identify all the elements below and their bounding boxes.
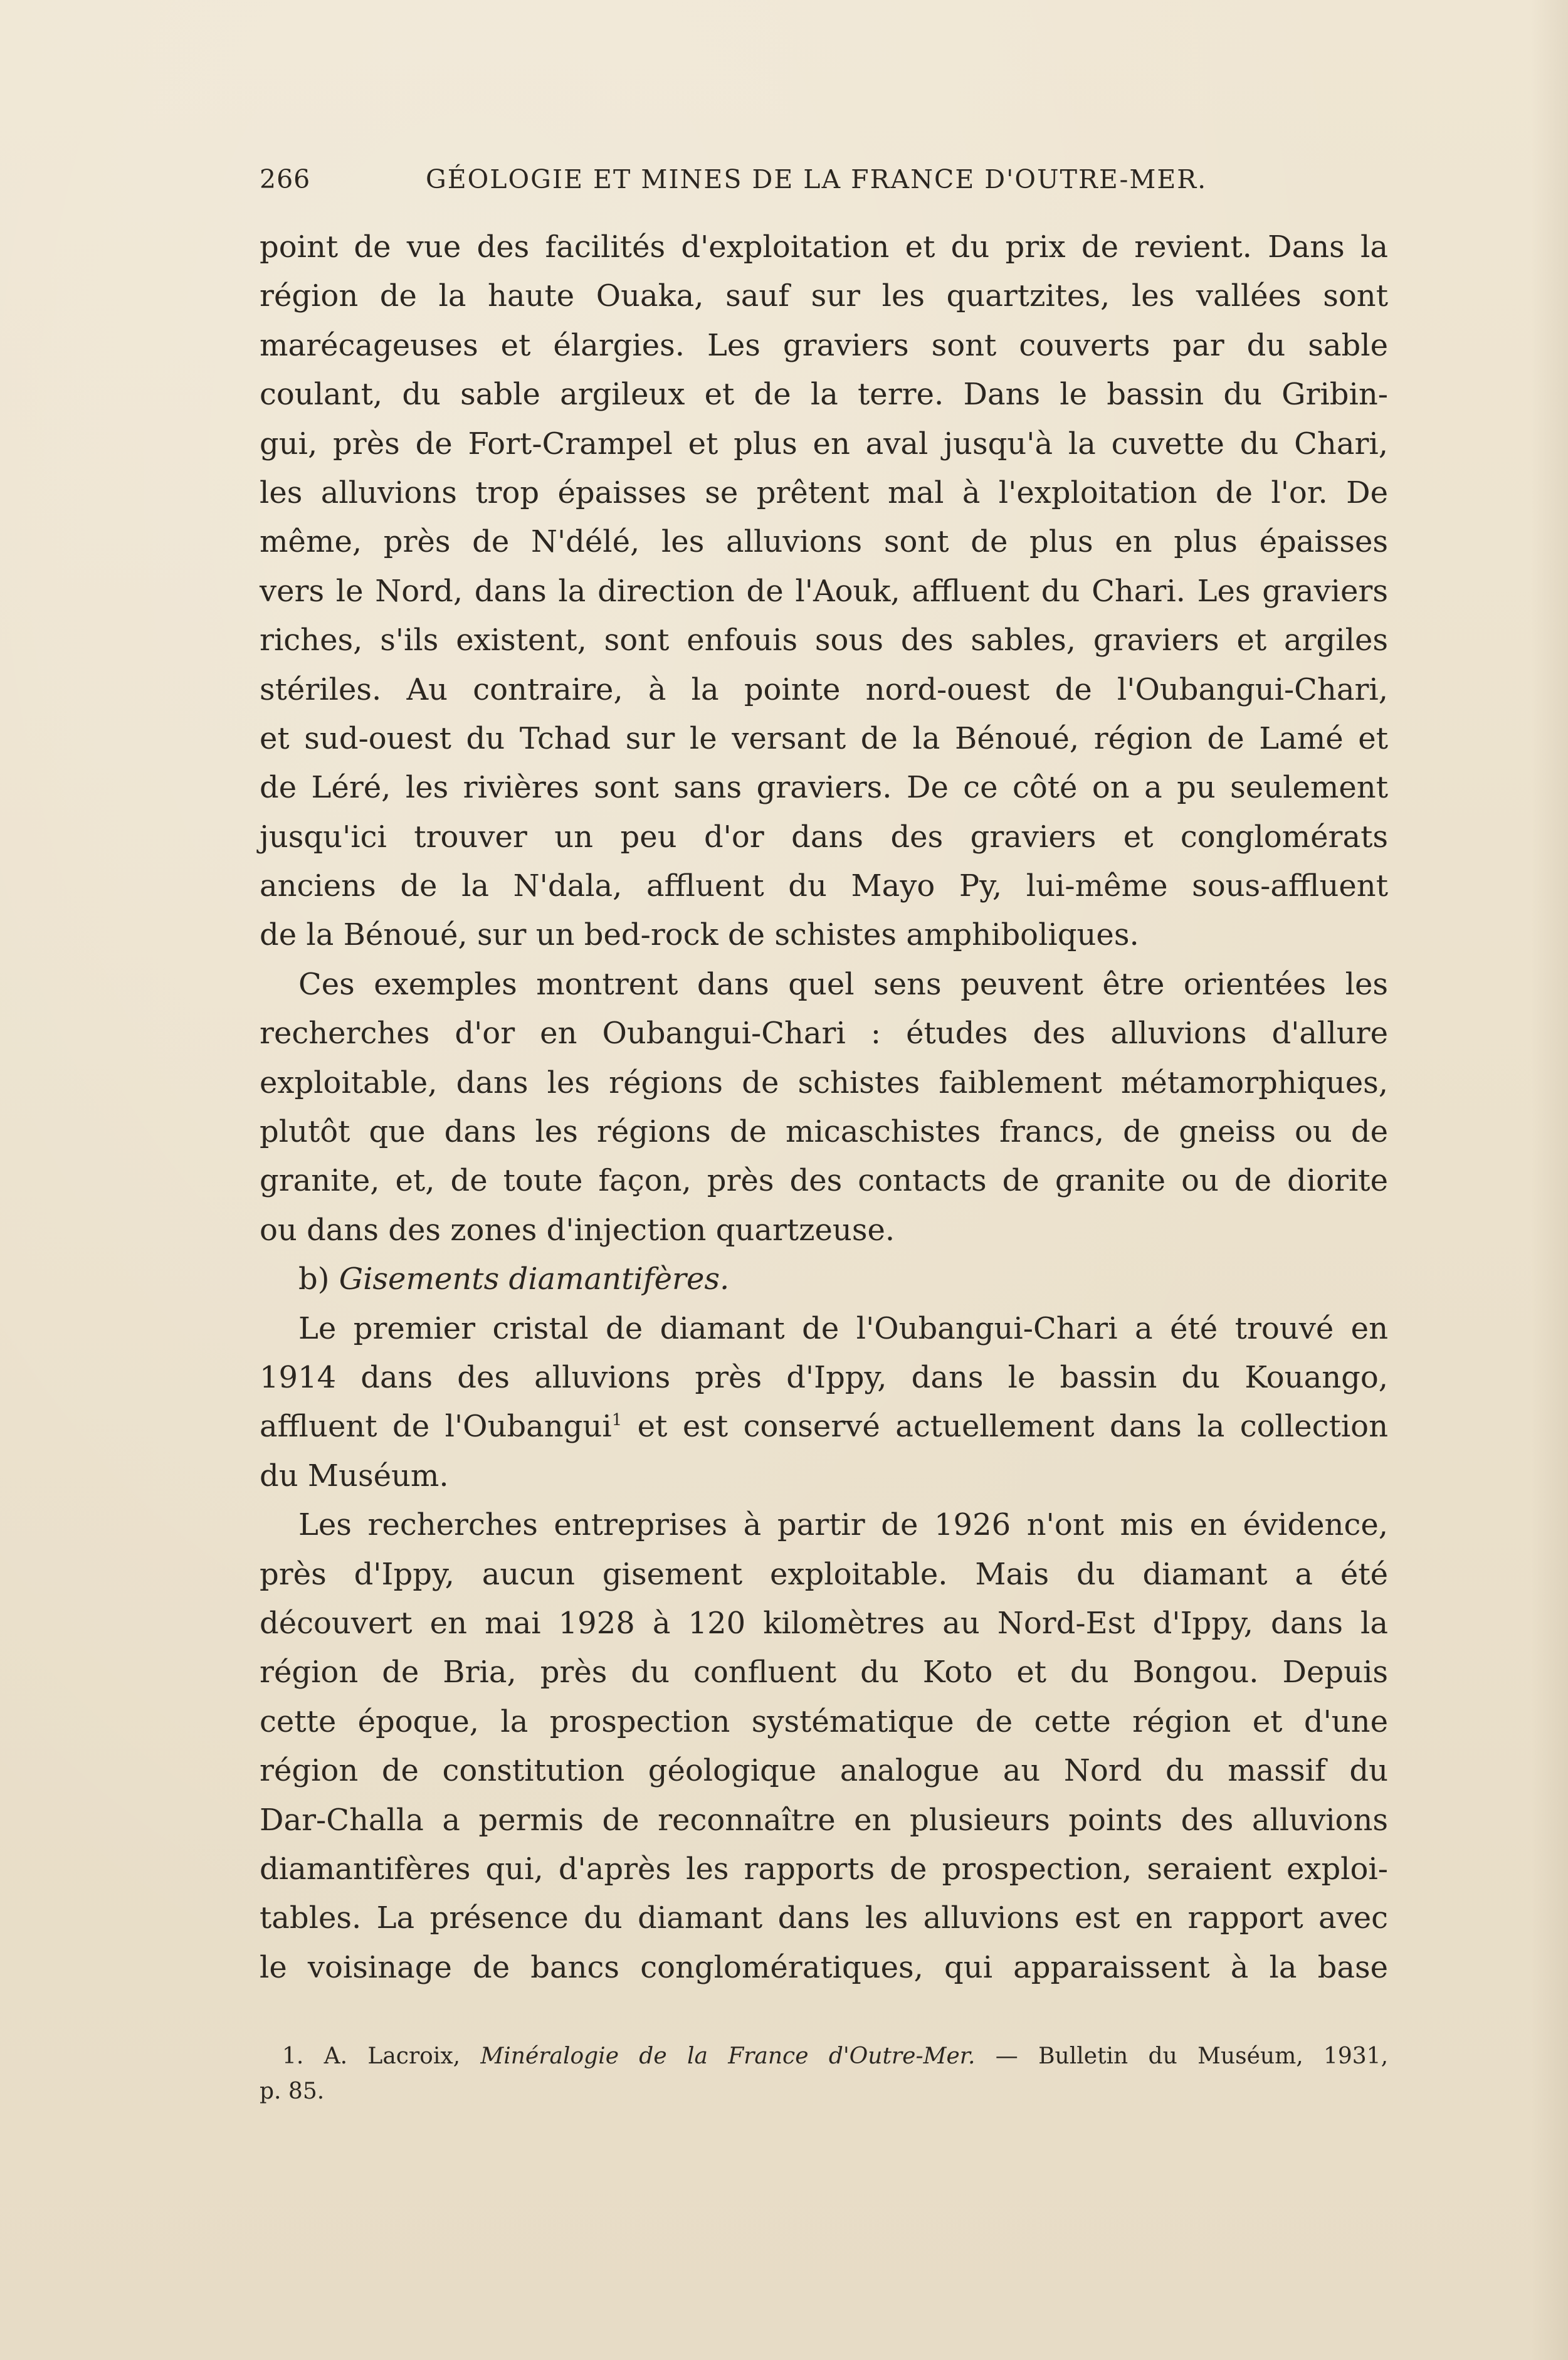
page-header [260,164,1238,202]
text-line: les alluvions trop épaisses se prêtent mal à l'exploitation de l'or. De [260,475,1388,510]
text-line: région de la haute Ouaka, sauf sur les quartzites, les vallées sont [260,278,1388,314]
footnote-title: Minéralogie de la France d'Outre-Mer. [480,2043,976,2069]
text-line: coulant, du sable argileux et de la terre. Dans le bassin du Gribin- [260,377,1388,413]
footnote-ref: 1 [611,1411,623,1430]
text-line: jusqu'ici trouver un peu d'or dans des graviers et conglomérats [260,819,1388,855]
text-line: marécageuses et élargies. Les graviers sont couverts par du sable [260,327,1388,363]
footnote-pages: p. 85. [260,2078,325,2104]
footnote-source: — Bulletin du Muséum, 1931, [995,2043,1389,2069]
text-line: point de vue des facilités d'exploitation et du prix de revient. Dans la [260,229,1388,265]
text-line: ou dans des zones d'injection quartzeuse. [260,1212,895,1248]
text-line: 1914 dans des alluvions près d'Ippy, dans le bassin du Kouango, [260,1359,1388,1395]
text-line: granite, et, de toute façon, près des contacts de granite ou de diorite [260,1163,1388,1199]
text-line: région de constitution géologique analogue au Nord du massif du [260,1753,1388,1789]
text-segment: et est conservé actuellement dans la collection [622,1409,1388,1445]
text-line: plutôt que dans les régions de micaschistes francs, de gneiss ou de [260,1114,1388,1150]
body-text [260,223,1388,1992]
text-segment: affluent de l'Oubangui [260,1409,612,1445]
text-line: Le premier cristal de diamant de l'Oubangui-Chari a été trouvé en [298,1310,1388,1346]
page-number: 266 [260,164,311,194]
section-title: Gisements diamantifères. [339,1262,730,1297]
text-line: près d'Ippy, aucun gisement exploitable. Mais du diamant a été [260,1556,1388,1592]
page-edge-shadow [1530,0,1568,2360]
text-line: Dar-Challa a permis de reconnaître en plusieurs points des alluvions [260,1802,1388,1838]
text-line [260,1402,1388,1451]
text-line: vers le Nord, dans la direction de l'Aouk, affluent du Chari. Les graviers [260,573,1388,609]
text-line: même, près de N'délé, les alluvions sont de plus en plus épaisses [260,524,1388,560]
text-line: stériles. Au contraire, à la pointe nord-ouest de l'Oubangui-Chari, [260,672,1388,707]
footnote-line [260,2039,1388,2074]
text-line: tables. La présence du diamant dans les alluvions est en rapport avec [260,1900,1388,1936]
text-line: du Muséum. [260,1458,449,1493]
text-line: riches, s'ils existent, sont enfouis sous des sables, graviers et argiles [260,623,1388,658]
text-line: Les recherches entreprises à partir de 1926 n'ont mis en évidence, [298,1507,1388,1543]
text-line: découvert en mai 1928 à 120 kilomètres au Nord-Est d'Ippy, dans la [260,1605,1388,1641]
text-line: et sud-ouest du Tchad sur le versant de la Bénoué, région de Lamé et [260,720,1388,756]
text-line: de la Bénoué, sur un bed-rock de schistes amphiboliques. [260,917,1139,953]
footnote-marker: 1. [282,2043,304,2069]
text-line: Ces exemples montrent dans quel sens peuvent être orientées les [298,966,1388,1002]
section-letter: b) [298,1262,330,1297]
text-line: gui, près de Fort-Crampel et plus en aval jusqu'à la cuvette du Chari, [260,426,1388,461]
footnote-author: A. Lacroix, [324,2043,461,2069]
text-line: recherches d'or en Oubangui-Chari : études des alluvions d'allure [260,1016,1388,1051]
text-line: anciens de la N'dala, affluent du Mayo Py, lui-même sous-affluent [260,868,1388,904]
section-heading [260,1255,1388,1304]
text-line: de Léré, les rivières sont sans graviers. De ce côté on a pu seulement [260,770,1388,806]
running-title: GÉOLOGIE ET MINES DE LA FRANCE D'OUTRE-MER. [426,164,1208,194]
footnote [260,2039,1388,2109]
text-line: cette époque, la prospection systématique de cette région et d'une [260,1704,1388,1739]
text-line: exploitable, dans les régions de schistes faiblement métamorphiques, [260,1065,1388,1100]
text-line: le voisinage de bancs conglomératiques, qui apparaissent à la base [260,1949,1388,1985]
text-line: diamantifères qui, d'après les rapports de prospection, seraient exploi- [260,1851,1388,1887]
text-line: région de Bria, près du confluent du Koto et du Bongou. Depuis [260,1655,1388,1690]
